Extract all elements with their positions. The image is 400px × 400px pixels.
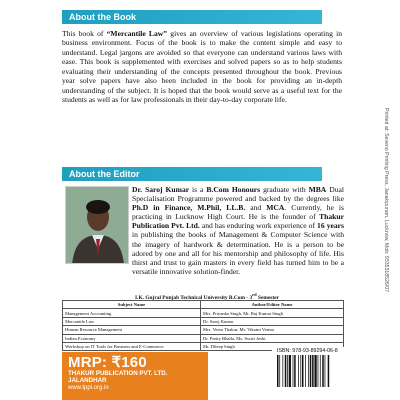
editor-company: Thakur Publication Pvt. Ltd. <box>132 212 344 231</box>
editor-text-part: Dual Specialisation Programme powered and backed by the degrees like <box>132 185 344 204</box>
book-title-inline: “Mercantile Law” <box>106 29 168 38</box>
subject-cell: Workshop on IT Tools for Business and E-Commerce <box>63 342 201 350</box>
publisher-name <box>68 370 208 385</box>
editor-experience: 16 years <box>317 221 344 231</box>
author-cell: Dr. Saroj Kumar <box>201 317 344 325</box>
table-row <box>63 326 344 334</box>
about-book-text-body: gives an overview of various legislations operating in business environment. Focus of the book is to make the content simple and easy to understand. Legal jargons are avoided so that everyone can understand various laws with ease. This book is supplemented with exercises and solved papers so as to help students evaluating their understanding of the concepts presented throughout the book. Previous year solve papers have also been included in the book for providing an in-depth understanding of the subject. It is hoped that the book would serve as a useful text for the students as well as for law professionals in their day-to-day corporate life. <box>62 29 342 105</box>
table-row <box>63 309 344 317</box>
subject-cell: Management Accounting <box>63 309 201 317</box>
table-caption-end: Semester <box>256 294 279 301</box>
mrp-price: MRP: ₹160 <box>68 354 147 371</box>
editor-text-part: and has enduring work experience of <box>199 221 318 231</box>
editor-degree-bcom: B.Com Honours <box>206 185 261 194</box>
barcode-icon <box>276 355 346 391</box>
publisher-line: THAKUR PUBLICATION PVT. LTD. <box>68 370 168 377</box>
about-book-text-intro: This book of <box>62 29 107 38</box>
table-caption-main: I.K. Gujral Punjab Technical University B.Com - 3 <box>135 294 253 301</box>
author-cell: Mrs. Priyanka Singh, Mr. Raj Kumar Singh <box>201 309 344 317</box>
isbn-number: ISBN: 978-93-89294-06-8 <box>277 348 338 354</box>
author-name-header: Author/Editor Name <box>201 301 344 309</box>
editor-degrees: Ph.D in Finance, M.Phil, LL.B. <box>132 203 246 213</box>
editor-text-part: is a <box>189 185 207 194</box>
publisher-city: JALANDHAR <box>68 377 107 385</box>
table-row <box>63 334 344 342</box>
author-cell: Dr. Pretty Bhalla, Ms. Swati Joshi <box>201 334 344 342</box>
about-editor-text <box>62 185 344 276</box>
printer-info-text: Printed at: Seveno Printing Press, Janakipuram, Lucknow, Mob: 9335318526/07 <box>383 108 389 292</box>
table-caption-sup: rd <box>252 292 257 297</box>
publisher-website: www.tppl.org.in <box>68 385 109 391</box>
table-header-row <box>63 301 344 309</box>
author-cell: Mr. Dileep Singh <box>201 342 344 350</box>
about-book-heading: About the Book <box>62 10 322 24</box>
subject-name-header: Subject Name <box>63 301 201 309</box>
editor-text-part: . Currently, he is practicing in Lucknow High Court. He is the founder of <box>132 203 344 222</box>
editor-name: Dr. Saroj Kumar <box>132 185 190 194</box>
editor-text-part: in publishing the books of Management & Computer Science with the imagery of hardwork & determination. He is a person to be adored by one and all for his mentorship and philosophy of life. His thirst and trust to gain masters in every field has turned him to be a versatile innovative solution-finder. <box>132 230 344 276</box>
table-row <box>63 317 344 325</box>
subject-cell: Indian Economy <box>63 334 201 342</box>
author-cell: Mrs. Veera Thakur, Mr. Vikrant Verma <box>201 326 344 334</box>
subjects-table <box>62 300 344 351</box>
editor-degree-mba: MBA <box>308 185 327 194</box>
subject-cell: Human Resource Management <box>63 326 201 334</box>
subject-cell: Mercantile Law <box>63 317 201 325</box>
editor-degree-mca: MCA <box>266 203 285 213</box>
about-editor-heading: About the Editor <box>62 167 322 181</box>
editor-text-part: graduate with <box>260 185 309 194</box>
editor-text-part: and <box>245 203 267 213</box>
about-book-text <box>62 29 342 105</box>
